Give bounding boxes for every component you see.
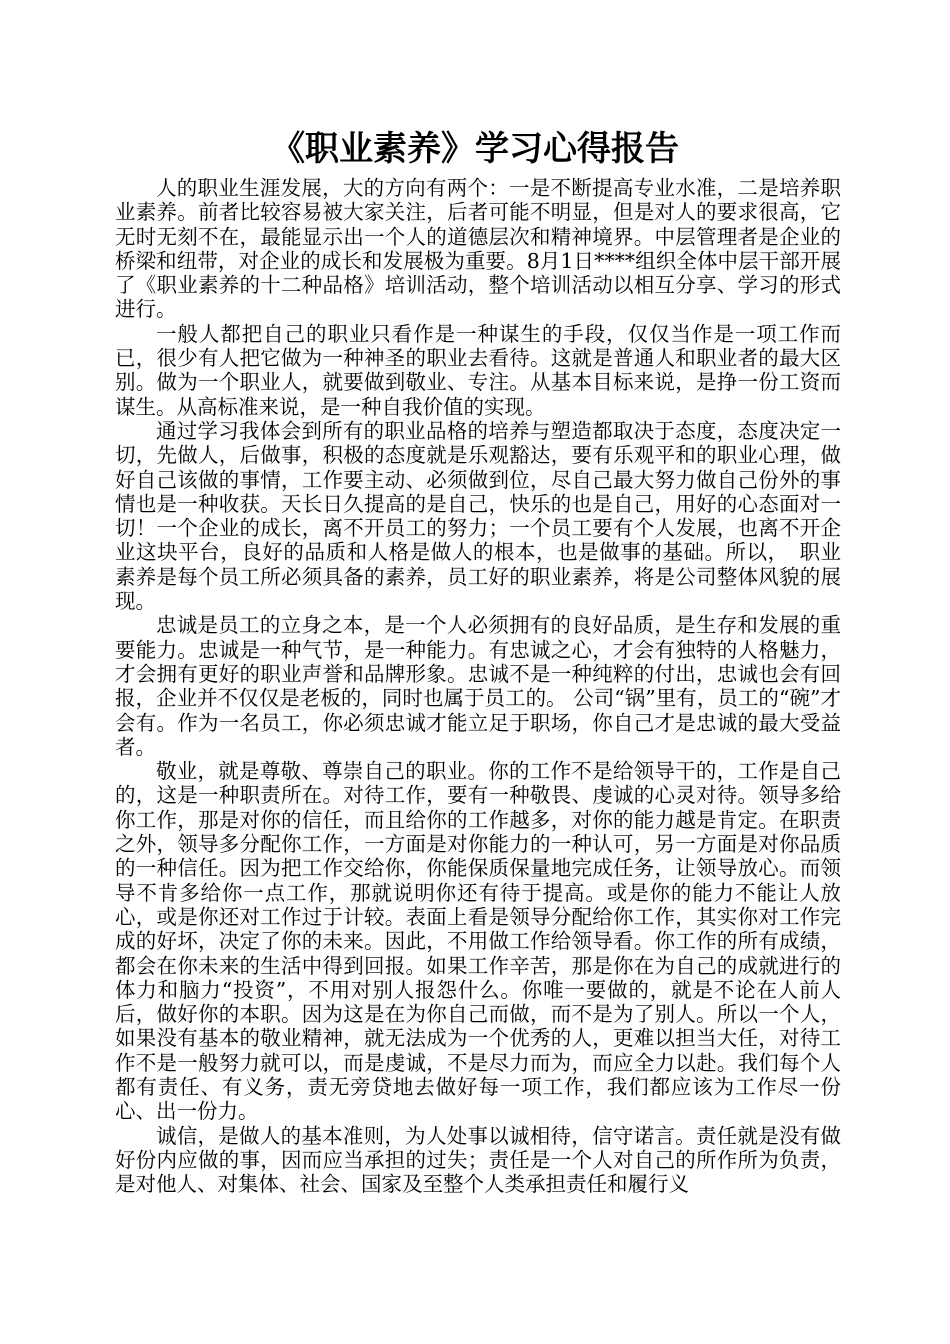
paragraph: 通过学习我体会到所有的职业品格的培养与塑造都取决于态度，态度决定一切，先做人，后做事，积极的态度就是乐观豁达，要有乐观平和的职业心理，做好自己该做的事情，工作要主动、必须做到位，尽自己最大努力做自己份外的事情也是一种收获。天长日久提高的是自己，快乐的也是自己，用好的心态面对一切！一个企业的成长，离不开员工的努力；一个员工要有个人发展，也离不开企业这块平台，良好的品质和人格是做人的根本，也是做事的基础。所以， 职业素养是每个员工所必须具备的素养，员工好的职业素养，将是公司整体风貌的展现。 xyxy=(115,418,841,614)
document-body xyxy=(115,176,841,1196)
paragraph: 忠诚是员工的立身之本，是一个人必须拥有的良好品质，是生存和发展的重要能力。忠诚是一种气节，是一种能力。有忠诚之心，才会有独特的人格魅力，才会拥有更好的职业声誉和品牌形象。忠诚不是一种纯粹的付出，忠诚也会有回报，企业并不仅仅是老板的，同时也属于员工的。 公司“锅”里有，员工的“碗”才会有。作为一名员工，你必须忠诚才能立足于职场，你自己才是忠诚的最大受益者。 xyxy=(115,613,841,759)
paragraph: 人的职业生涯发展，大的方向有两个：一是不断提高专业水准，二是培养职业素养。前者比较容易被大家关注，后者可能不明显，但是对人的要求很高，它无时无刻不在，最能显示出一个人的道德层次和精神境界。中层管理者是企业的桥梁和纽带，对企业的成长和发展极为重要。8月1日****组织全体中层干部开展了《职业素养的十二种品格》培训活动，整个培训活动以相互分享、学习的形式进行。 xyxy=(115,176,841,322)
document-title: 《职业素养》学习心得报告 xyxy=(271,129,679,169)
paragraph: 诚信，是做人的基本准则，为人处事以诚相待，信守诺言。责任就是没有做好份内应做的事，因而应当承担的过失；责任是一个人对自己的所作所为负责，是对他人、对集体、社会、国家及至整个人类承担责任和履行义 xyxy=(115,1123,841,1197)
paragraph: 敬业，就是尊敬、尊崇自己的职业。你的工作不是给领导干的，工作是自己的，这是一种职责所在。对待工作，要有一种敬畏、虔诚的心灵对待。领导多给你工作，那是对你的信任，而且给你的工作越多，对你的能力越是肯定。在职责之外，领导多分配你工作，一方面是对你能力的一种认可，另一方面是对你品质的一种信任。因为把工作交给你，你能保质保量地完成任务，让领导放心。而领导不肯多给你一点工作，那就说明你还有待于提高。或是你的能力不能让人放心，或是你还对工作过于计较。表面上看是领导分配给你工作，其实你对工作完成的好坏，决定了你的未来。因此，不用做工作给领导看。你工作的所有成绩，都会在你未来的生活中得到回报。如果工作辛苦，那是你在为自己的成就进行的体力和脑力“投资”，不用对别人报怨什么。你唯一要做的，就是不论在人前人后，做好你的本职。因为这是在为你自己而做，而不是为了别人。所以一个人，如果没有基本的敬业精神，就无法成为一个优秀的人，更难以担当大任，对待工作不是一般努力就可以，而是虔诚，不是尽力而为，而应全力以赴。我们每个人都有责任、有义务，责无旁贷地去做好每一项工作，我们都应该为工作尽一份心、出一份力。 xyxy=(115,759,841,1124)
paragraph: 一般人都把自己的职业只看作是一种谋生的手段，仅仅当作是一项工作而已，很少有人把它做为一种神圣的职业去看待。这就是普通人和职业者的最大区别。做为一个职业人，就要做到敬业、专注。从基本目标来说，是挣一份工资而谋生。从高标准来说，是一种自我价值的实现。 xyxy=(115,321,841,419)
